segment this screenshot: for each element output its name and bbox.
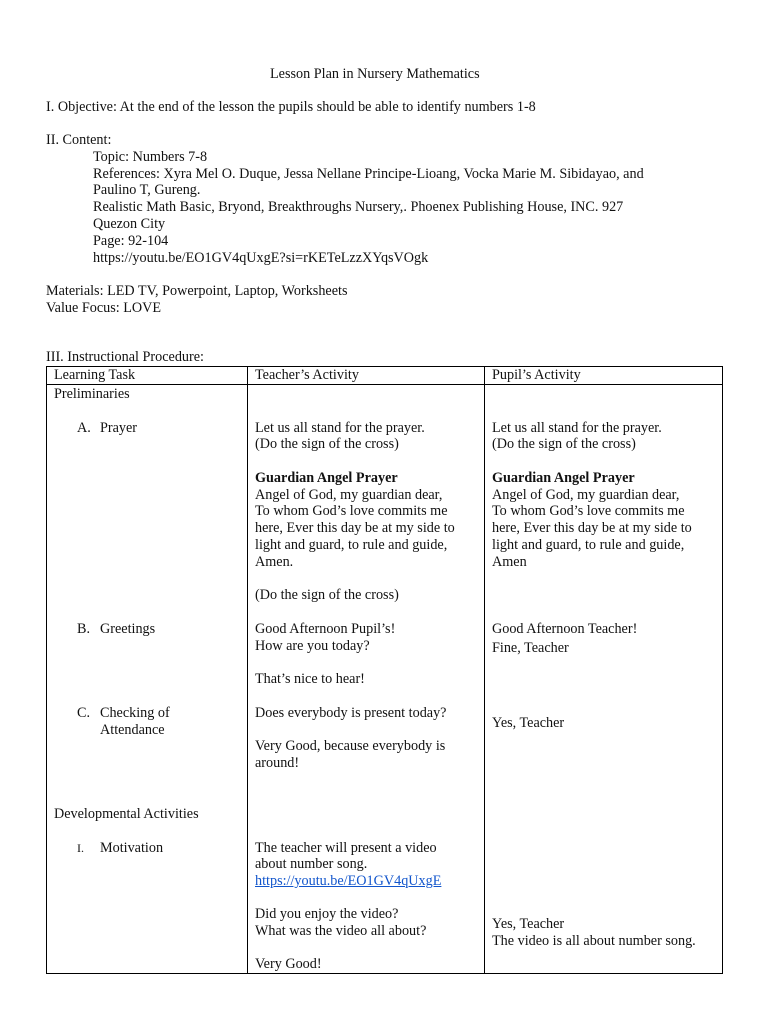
content-book-2: Quezon City	[93, 216, 166, 232]
teacher-sign-cross: (Do the sign of the cross)	[255, 587, 399, 603]
teacher-prayer-line-5: Amen.	[255, 554, 294, 570]
teacher-greet-2: How are you today?	[255, 638, 370, 654]
attendance-label-1: Checking of	[100, 705, 170, 721]
teacher-motiv-2: about number song.	[255, 856, 368, 872]
motivation-num: I.	[77, 841, 84, 855]
pupil-prayer-title: Guardian Angel Prayer	[492, 470, 635, 486]
content-references-2: Paulino T, Gureng.	[93, 182, 201, 198]
content-topic: Topic: Numbers 7-8	[93, 149, 208, 165]
teacher-prayer-1: Let us all stand for the prayer.	[255, 420, 425, 436]
pupil-prayer-line-5: Amen	[492, 554, 527, 570]
teacher-check-1: Does everybody is present today?	[255, 705, 447, 721]
header-pupil-activity: Pupil’s Activity	[485, 367, 723, 385]
teacher-prayer-title: Guardian Angel Prayer	[255, 470, 398, 486]
table-row	[47, 385, 723, 974]
attendance-label-2: Attendance	[100, 722, 165, 738]
greetings-label: Greetings	[100, 621, 156, 637]
pupil-motiv-1: Yes, Teacher	[492, 916, 565, 932]
motivation-label: Motivation	[100, 840, 164, 856]
teacher-check-2: Very Good, because everybody is	[255, 738, 446, 754]
pupil-prayer-2: (Do the sign of the cross)	[492, 436, 636, 452]
lesson-title: Lesson Plan in Nursery Mathematics	[270, 66, 480, 82]
content-heading: II. Content:	[46, 132, 112, 148]
teacher-motiv-3: Did you enjoy the video?	[255, 906, 399, 922]
teacher-check-3: around!	[255, 755, 300, 771]
teacher-motiv-1: The teacher will present a video	[255, 840, 437, 856]
content-page: Page: 92-104	[93, 233, 169, 249]
teacher-activity-cell	[248, 385, 485, 974]
pupil-prayer-line-3: here, Ever this day be at my side to	[492, 520, 692, 536]
table-header-row	[47, 367, 723, 385]
value-focus-line: Value Focus: LOVE	[46, 300, 162, 316]
pupil-activity-cell	[485, 385, 723, 974]
teacher-prayer-line-3: here, Ever this day be at my side to	[255, 520, 455, 536]
content-references-1: References: Xyra Mel O. Duque, Jessa Nellane Principe-Lioang, Vocka Marie M. Sibidayao, and	[93, 166, 644, 182]
teacher-prayer-line-2: To whom God’s love commits me	[255, 503, 448, 519]
procedure-table	[46, 366, 723, 974]
teacher-prayer-line-1: Angel of God, my guardian dear,	[255, 487, 443, 503]
teacher-greet-1: Good Afternoon Pupil’s!	[255, 621, 396, 637]
teacher-motiv-5: Very Good!	[255, 956, 322, 972]
pupil-check-1: Yes, Teacher	[492, 715, 565, 731]
prayer-num: A.	[77, 420, 91, 436]
teacher-prayer-line-4: light and guard, to rule and guide,	[255, 537, 448, 553]
pupil-prayer-line-1: Angel of God, my guardian dear,	[492, 487, 680, 503]
pupil-greet-1: Good Afternoon Teacher!	[492, 621, 638, 637]
teacher-motiv-4: What was the video all about?	[255, 923, 427, 939]
greetings-num: B.	[77, 621, 91, 637]
preliminaries-label: Preliminaries	[54, 386, 130, 402]
materials-line: Materials: LED TV, Powerpoint, Laptop, Worksheets	[46, 283, 348, 299]
developmental-label: Developmental Activities	[54, 806, 199, 822]
pupil-motiv-2: The video is all about number song.	[492, 933, 696, 949]
procedure-heading: III. Instructional Procedure:	[46, 349, 204, 365]
header-learning-task: Learning Task	[47, 367, 248, 385]
content-url: https://youtu.be/EO1GV4qUxgE?si=rKETeLzzXYqsVOgk	[93, 250, 429, 266]
objective-line: I. Objective: At the end of the lesson the pupils should be able to identify numbers 1-8	[46, 99, 536, 115]
attendance-num: C.	[77, 705, 91, 721]
learning-task-cell	[47, 385, 248, 974]
pupil-prayer-1: Let us all stand for the prayer.	[492, 420, 662, 436]
header-teacher-activity: Teacher’s Activity	[248, 367, 485, 385]
teacher-greet-3: That’s nice to hear!	[255, 671, 365, 687]
pupil-greet-2: Fine, Teacher	[492, 640, 569, 656]
video-link[interactable]: https://youtu.be/EO1GV4qUxgE	[255, 873, 442, 889]
teacher-prayer-2: (Do the sign of the cross)	[255, 436, 399, 452]
content-book-1: Realistic Math Basic, Bryond, Breakthroughs Nursery,. Phoenex Publishing House, INC. 927	[93, 199, 624, 215]
prayer-label: Prayer	[100, 420, 138, 436]
pupil-prayer-line-2: To whom God’s love commits me	[492, 503, 685, 519]
pupil-prayer-line-4: light and guard, to rule and guide,	[492, 537, 685, 553]
